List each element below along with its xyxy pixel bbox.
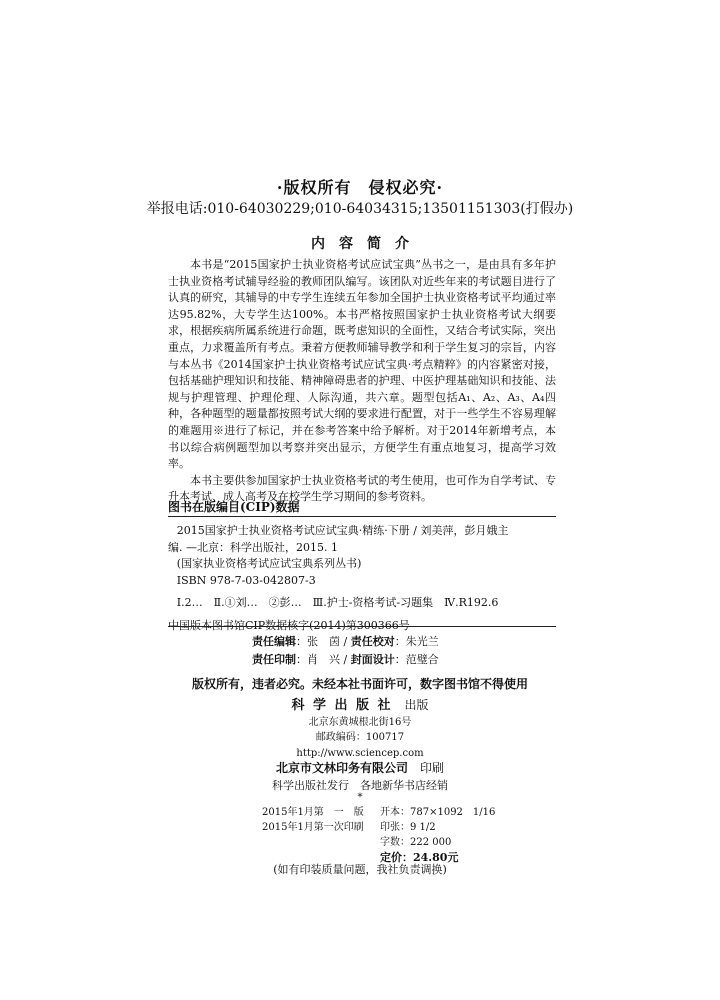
separator: * [357, 792, 363, 803]
credits-row: 责任编辑：张 茵 / 责任校对：朱光兰 [252, 635, 439, 648]
cover-name: ：范璧合 [394, 653, 439, 666]
format: 开本：787×1092 1/16 [380, 807, 496, 818]
publisher-address: 北京东黄城根北街16号 [308, 716, 412, 728]
copyright-title: ·版权所有 侵权必究· [276, 178, 444, 197]
cip-bottom-rule [168, 626, 556, 627]
sheets: 印张：9 1/2 [380, 822, 436, 833]
cip-line: 编. —北京：科学出版社，2015. 1 [168, 540, 338, 554]
cip-record [168, 523, 556, 634]
editor-name: ：张 茵 [296, 635, 340, 648]
printing-label: 责任印制 [252, 653, 296, 666]
printer-line [0, 761, 720, 778]
word-count: 字数：222 000 [380, 837, 452, 848]
credits-row: 责任印制：肖 兴 / 封面设计：范璧合 [252, 653, 439, 666]
distribution: 科学出版社发行 各地新华书店经销 [272, 778, 448, 792]
cip-isbn: ISBN 978-7-03-042807-3 [176, 573, 316, 587]
edition-info [262, 805, 495, 866]
publisher-name: 科 学 出 版 社 [291, 698, 393, 713]
cip-line: 2015国家护士执业资格考试应试宝典·精练·下册 / 刘美萍，彭月娥主 [176, 524, 509, 537]
postcode: 邮政编码：100717 [315, 732, 405, 743]
summary-paragraph: 本书主要供参加国家护士执业资格考试的考生使用，也可作为自学考试、专升本考试、成人高考及在校学生学习期间的参考资料。 [168, 473, 556, 504]
cip-line: (国家执业资格考试应试宝典系列丛书) [176, 557, 362, 570]
price: 定价：24.80元 [380, 851, 459, 864]
summary-body [168, 257, 556, 506]
first-edition: 2015年1月第 一 版 [262, 807, 364, 818]
publisher-suffix: 出版 [392, 698, 429, 712]
cip-heading: 图书在版编目(CIP)数据 [168, 500, 300, 514]
quality-note: (如有印装质量问题，我社负责调换) [273, 863, 447, 876]
proofreader-name: ：朱光兰 [394, 635, 439, 648]
summary-title: 内 容 简 介 [311, 236, 409, 252]
report-phone-line: 举报电话:010-64030229;010-64034315;13501151303(打假办) [146, 201, 574, 217]
credits [252, 633, 439, 669]
cip-classification: Ⅰ.2… Ⅱ.①刘… ②彭… Ⅲ.护士-资格考试-习题集 Ⅳ.R192.6 [176, 596, 499, 609]
cip-data-number: 中国版本图书馆CIP数据核字(2014)第300366号 [168, 618, 410, 632]
printer-suffix: 印刷 [408, 761, 445, 775]
cover-label: 封面设计 [350, 653, 395, 666]
printing-name: ：肖 兴 [296, 653, 340, 666]
summary-paragraph: 本书是“2015国家护士执业资格考试应试宝典”丛书之一，是由具有多年护士执业资格考试辅导经验的教师团队编写。该团队对近些年来的考试题目进行了认真的研究，其辅导的中专学生连续五年参加全国护士执业资格考试平均通过率达95.82%，大专学生达100%。本书严格按照国家护士执业资格考试大纲要求，根据疾病所属系统进行命题，既考虑知识的全面性，又结合考试实际，突出重点，力求覆盖所有考点。秉着方便教师辅导教学和利于学生复习的宗旨，内容与本丛书《2014国家护士执业资格考试应试宝典·考点精粹》的内容紧密对接，包括基础护理知识和技能、精神障碍患者的护理、中医护理基础知识和技能、法规与护理管理、护理伦理、人际沟通，共六章。题型包括A₁、A₂、A₃、A₄四种，各种题型的题量都按照考试大纲的要求进行配置，对于一些学生不容易理解的难题用※进行了标记，并在参考答案中给予解析。对于2014年新增考点，本书以综合病例题型加以考察并突出显示，方便学生有重点地复习，提高学习效率。 [168, 258, 556, 471]
imprint [0, 698, 720, 803]
first-printing: 2015年1月第一次印刷 [262, 822, 364, 833]
publisher-line [0, 698, 720, 715]
editor-label: 责任编辑 [252, 635, 296, 648]
cip-top-rule [168, 516, 556, 517]
printer-name: 北京市文林印务有限公司 [275, 761, 408, 775]
website: http://www.sciencep.com [296, 747, 424, 759]
rights-notice: 版权所有，违者必究。未经本社书面许可，数字图书馆不得使用 [191, 677, 528, 691]
proofreader-label: 责任校对 [350, 635, 395, 648]
